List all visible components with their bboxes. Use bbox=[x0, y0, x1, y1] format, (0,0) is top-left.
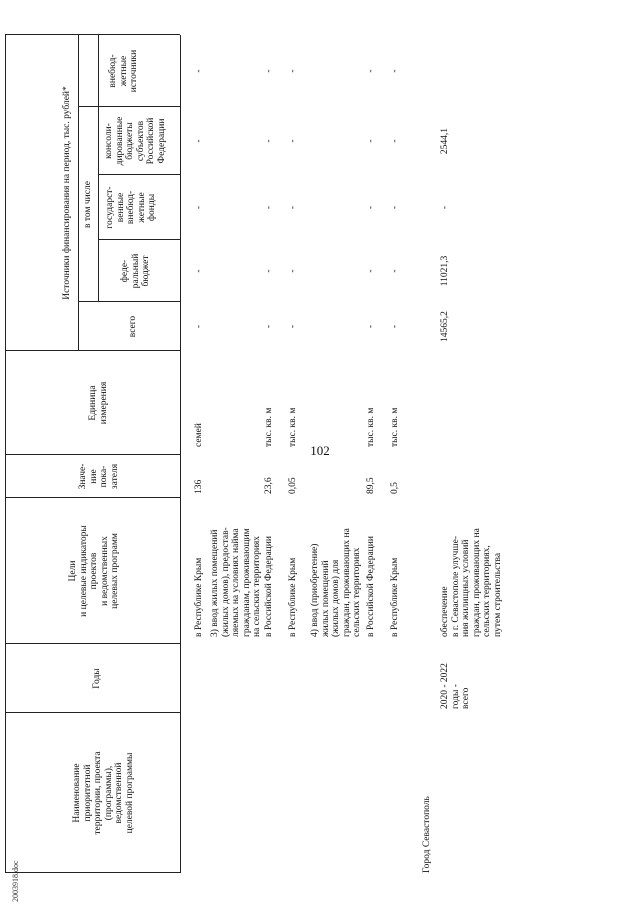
row-0-consolidated: - bbox=[194, 139, 204, 143]
row-3-state-funds: - bbox=[288, 205, 298, 210]
row-0-goal: в Республике Крым bbox=[194, 557, 204, 637]
row-3-federal: - bbox=[288, 269, 298, 273]
header-total: всего bbox=[128, 315, 138, 338]
row-6-total: - bbox=[390, 324, 400, 329]
row-5-value: 89,5 bbox=[366, 477, 376, 494]
financing-table bbox=[0, 35, 640, 905]
row-0-value: 136 bbox=[194, 479, 204, 494]
row-5-extra: - bbox=[366, 69, 376, 73]
header-unit: Единица измерения bbox=[88, 381, 109, 425]
header-state-funds: государст- венные внебюд- жетные фонды bbox=[105, 186, 157, 229]
city-name: Город Севастополь bbox=[422, 796, 432, 873]
row-3-extra: - bbox=[288, 69, 298, 73]
row-2-consolidated: - bbox=[264, 139, 274, 143]
row-2-extra: - bbox=[264, 69, 274, 73]
city-state-funds: - bbox=[440, 205, 450, 210]
doc-code: 2003918.doc bbox=[11, 860, 20, 902]
row-6-federal: - bbox=[390, 269, 400, 273]
row-3-consolidated: - bbox=[288, 139, 298, 143]
row-0-federal: - bbox=[194, 269, 204, 273]
row-3-total: - bbox=[288, 324, 298, 329]
row-3-goal: в Республике Крым bbox=[288, 557, 298, 637]
page-number: 102 bbox=[310, 443, 330, 458]
row-2-state-funds: - bbox=[264, 205, 274, 210]
row-5-consolidated: - bbox=[366, 139, 376, 143]
sources-title-border bbox=[78, 35, 79, 351]
city-total: 14565,2 bbox=[440, 311, 450, 342]
header-years: Годы bbox=[92, 668, 102, 689]
header-bottom-border bbox=[180, 35, 181, 873]
row-2-unit: тыс. кв. м bbox=[264, 407, 274, 447]
header-federal: феде- ральный бюджет bbox=[120, 253, 151, 289]
col-line-11 bbox=[5, 34, 180, 35]
row-3-value: 0,05 bbox=[288, 477, 298, 494]
row-6-value: 0,5 bbox=[390, 482, 400, 494]
row-0-extra: - bbox=[194, 69, 204, 73]
row-1-goal: 3) ввод жилых помещений (жилых домов), предостав- ляемых на условиях найма гражданам, проживающим на сельских территориях bbox=[210, 527, 262, 637]
row-4-goal: 4) ввод (приобретение) жилых помещений (жилых домов) для граждан, проживающих на сельских территориях bbox=[310, 528, 362, 637]
city-years: 2020 - 2022 годы - всего bbox=[440, 663, 471, 709]
row-6-state-funds: - bbox=[390, 205, 400, 210]
header-value: Значе- ние пока- зателя bbox=[78, 463, 120, 490]
row-0-unit: семей bbox=[194, 423, 204, 447]
header-sources-title: Источники финансирования на период, тыс. рублей* bbox=[62, 86, 72, 300]
row-2-value: 23,6 bbox=[264, 477, 274, 494]
city-goal: обеспечение в г. Севастополе улучше- ния жилищных условий граждан, проживающих на сельских территориях, путем строительства bbox=[440, 528, 503, 637]
header-incl: в том числе bbox=[83, 181, 93, 228]
row-0-state-funds: - bbox=[194, 205, 204, 210]
row-2-federal: - bbox=[264, 269, 274, 273]
row-5-total: - bbox=[366, 324, 376, 329]
city-consolidated: 2544,1 bbox=[440, 127, 450, 155]
header-name: Наименование приоритетной территории, проекта (программы), ведомственной целевой программы bbox=[72, 751, 135, 835]
header-goals: Цели и целевые индикаторы проектов и ведомственных целевых программ bbox=[68, 525, 120, 617]
row-0-total: - bbox=[194, 324, 204, 329]
row-6-goal: в Республике Крым bbox=[390, 557, 400, 637]
header-consolidated: консоли- дированные бюджеты субъектов Российской Федерации bbox=[104, 116, 167, 166]
row-5-state-funds: - bbox=[366, 205, 376, 210]
row-2-total: - bbox=[264, 324, 274, 329]
row-3-unit: тыс. кв. м bbox=[288, 407, 298, 447]
row-6-extra: - bbox=[390, 69, 400, 73]
city-federal: 11021,3 bbox=[440, 255, 450, 287]
row-2-goal: в Российской Федерации bbox=[264, 536, 274, 637]
row-6-consolidated: - bbox=[390, 139, 400, 143]
row-5-goal: в Российской Федерации bbox=[366, 536, 376, 637]
row-6-unit: тыс. кв. м bbox=[390, 407, 400, 447]
incl-border bbox=[98, 35, 99, 302]
header-extra: внебюд- жетные источники bbox=[108, 49, 139, 93]
row-5-unit: тыс. кв. м bbox=[366, 407, 376, 447]
row-5-federal: - bbox=[366, 269, 376, 273]
